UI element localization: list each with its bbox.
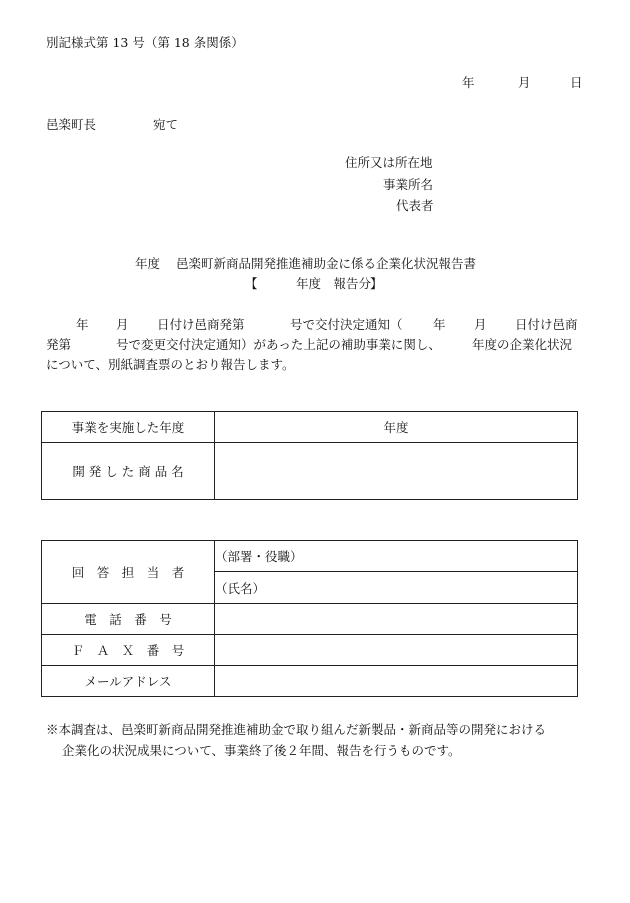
contact-info-table xyxy=(41,540,578,697)
respondent-label: 回 答 担 当 者 xyxy=(42,541,215,604)
body-line1-year: 年 xyxy=(76,317,89,332)
subtitle-label: 年度 報告分 xyxy=(296,276,372,291)
table-row xyxy=(42,604,578,635)
addressee-suffix: 宛て xyxy=(153,117,179,132)
project-year-label: 事業を実施した年度 xyxy=(42,412,215,443)
body-line3: について、別紙調査票のとおり報告します。 xyxy=(46,357,295,372)
table-row xyxy=(42,635,578,666)
business-name-label: 事業所名 xyxy=(383,177,434,192)
body-line1-notice-ref: 日付け邑商発第 xyxy=(157,317,245,332)
table-row xyxy=(42,443,578,500)
representative-label: 代表者 xyxy=(396,198,434,213)
form-number: 別記様式第 13 号（第 18 条関係） xyxy=(46,35,244,50)
project-year-field[interactable]: 年度 xyxy=(215,412,578,443)
date-day: 日 xyxy=(570,75,583,90)
table-row xyxy=(42,666,578,697)
subtitle-open-bracket: 【 xyxy=(245,276,258,291)
body-line1-month2: 月 xyxy=(474,317,487,332)
respondent-name-field[interactable]: （氏名） xyxy=(215,572,578,604)
phone-label: 電 話 番 号 xyxy=(42,604,215,635)
date-month: 月 xyxy=(518,75,531,90)
date-year: 年 xyxy=(462,75,475,90)
body-line1-month: 月 xyxy=(116,317,129,332)
title-main: 邑楽町新商品開発推進補助金に係る企業化状況報告書 xyxy=(176,256,477,271)
fax-label: Ｆ Ａ Ｘ 番 号 xyxy=(42,635,215,666)
body-line2-a: 発第 xyxy=(46,337,72,352)
body-line2-c: 年度の企業化状況 xyxy=(472,337,573,352)
body-line1-ref2: 日付け邑商 xyxy=(515,317,578,332)
title-year-prefix: 年度 xyxy=(135,256,161,271)
body-line2-b: 号で変更交付決定通知）があった上記の補助事業に関し、 xyxy=(116,337,441,352)
table-row xyxy=(42,412,578,443)
body-line1-notice: 号で交付決定通知（ xyxy=(290,317,403,332)
project-info-table xyxy=(41,411,578,500)
product-name-field[interactable] xyxy=(215,443,578,500)
email-field[interactable] xyxy=(215,666,578,697)
subtitle-close-bracket: 】 xyxy=(370,276,383,291)
note-line1: ※本調査は、邑楽町新商品開発推進補助金で取り組んだ新製品・新商品等の開発における xyxy=(46,722,547,737)
table-row xyxy=(42,541,578,572)
address-label: 住所又は所在地 xyxy=(345,155,433,170)
email-label: メールアドレス xyxy=(42,666,215,697)
product-name-label: 開 発 し た 商 品 名 xyxy=(42,443,215,500)
note-line2: 企業化の状況成果について、事業終了後２年間、報告を行うものです。 xyxy=(62,743,461,758)
addressee-name: 邑楽町長 xyxy=(46,117,97,132)
body-line1-year2: 年 xyxy=(433,317,446,332)
phone-field[interactable] xyxy=(215,604,578,635)
dept-position-field[interactable]: （部署・役職） xyxy=(215,541,578,572)
fax-field[interactable] xyxy=(215,635,578,666)
